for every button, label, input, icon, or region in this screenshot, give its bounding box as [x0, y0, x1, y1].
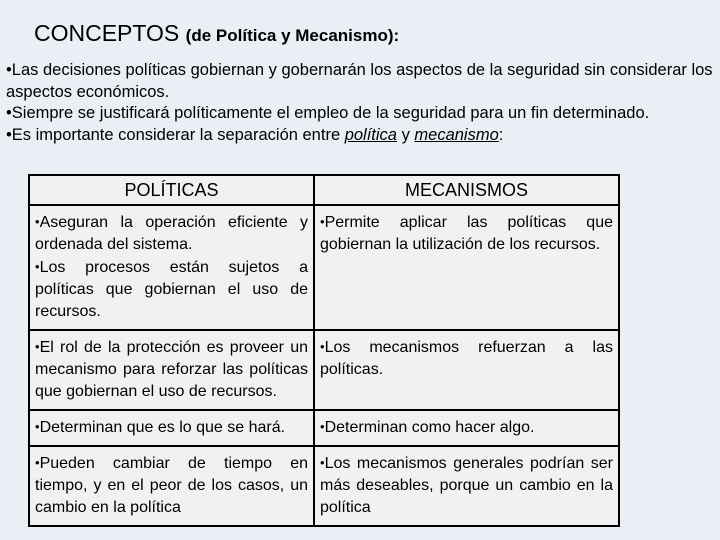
header-politicas: POLÍTICAS	[29, 175, 314, 205]
cell-item	[320, 416, 613, 439]
mecanismos-cell	[314, 446, 619, 526]
cell-text: Permite aplicar las políticas que gobiernan la utilización de los recursos.	[320, 214, 613, 253]
cell-text: Pueden cambiar de tiempo en tiempo, y en el peor de los casos, un cambio en la política	[35, 455, 308, 516]
cell-text: Los procesos están sujetos a políticas que gobiernan el uso de recursos.	[35, 259, 308, 320]
bullet-icon: •	[35, 214, 40, 229]
bullet-icon: •	[35, 259, 40, 274]
cell-text: Los mecanismos generales podrían ser más deseables, porque un cambio en la política	[320, 455, 613, 516]
cell-item	[35, 416, 308, 439]
table-header-row	[29, 175, 619, 205]
table-row	[29, 446, 619, 526]
title-sub: (de Política y Mecanismo):	[185, 26, 400, 45]
bullet-1: •Las decisiones políticas gobiernan y gobernarán los aspectos de la seguridad sin considerar los aspectos económicos.	[6, 61, 713, 101]
cell-item	[320, 452, 613, 519]
bullet-icon: •	[35, 455, 40, 470]
cell-item	[35, 452, 308, 519]
mecanismos-cell	[314, 205, 619, 330]
bullet-2: •Siempre se justificará políticamente el empleo de la seguridad para un fin determinado.	[6, 104, 650, 122]
cell-text: Determinan que es lo que se hará.	[39, 419, 286, 436]
table-body	[29, 205, 619, 526]
bullet-icon: •	[320, 339, 325, 354]
table-row	[29, 330, 619, 410]
bullet-icon: •	[35, 339, 40, 354]
table-row	[29, 410, 619, 446]
politicas-cell	[29, 205, 314, 330]
cell-text: Los mecanismos refuerzan a las políticas.	[320, 339, 613, 378]
politicas-cell	[29, 410, 314, 446]
bullet-3-term-mecanismo: mecanismo	[414, 125, 499, 144]
bullet-3-term-politica: política	[344, 125, 397, 144]
cell-text: Determinan como hacer algo.	[324, 419, 535, 436]
header-mecanismos: MECANISMOS	[314, 175, 619, 205]
bullet-3-conjunction: y	[396, 125, 415, 144]
table-row	[29, 205, 619, 330]
cell-item	[320, 211, 613, 256]
intro-bullets	[6, 60, 718, 146]
bullet-3	[6, 125, 718, 147]
cell-item	[35, 256, 308, 323]
bullet-icon: •	[35, 419, 40, 434]
cell-text: El rol de la protección es proveer un mecanismo para reforzar las políticas que gobiernan el uso de recursos.	[35, 339, 308, 400]
title-main: CONCEPTOS	[34, 20, 180, 46]
cell-text: Aseguran la operación eficiente y ordenada del sistema.	[35, 214, 308, 253]
mecanismos-cell	[314, 410, 619, 446]
bullet-3-colon: :	[498, 125, 504, 144]
cell-item	[35, 211, 308, 256]
politicas-cell	[29, 330, 314, 410]
bullet-icon: •	[320, 419, 325, 434]
politicas-cell	[29, 446, 314, 526]
cell-item	[35, 336, 308, 403]
cell-item	[320, 336, 613, 381]
bullet-icon: •	[320, 214, 325, 229]
mecanismos-cell	[314, 330, 619, 410]
slide-title	[34, 20, 399, 47]
bullet-icon: •	[320, 455, 325, 470]
comparison-table	[28, 174, 620, 527]
bullet-3-text: •Es importante considerar la separación entre	[6, 125, 345, 144]
